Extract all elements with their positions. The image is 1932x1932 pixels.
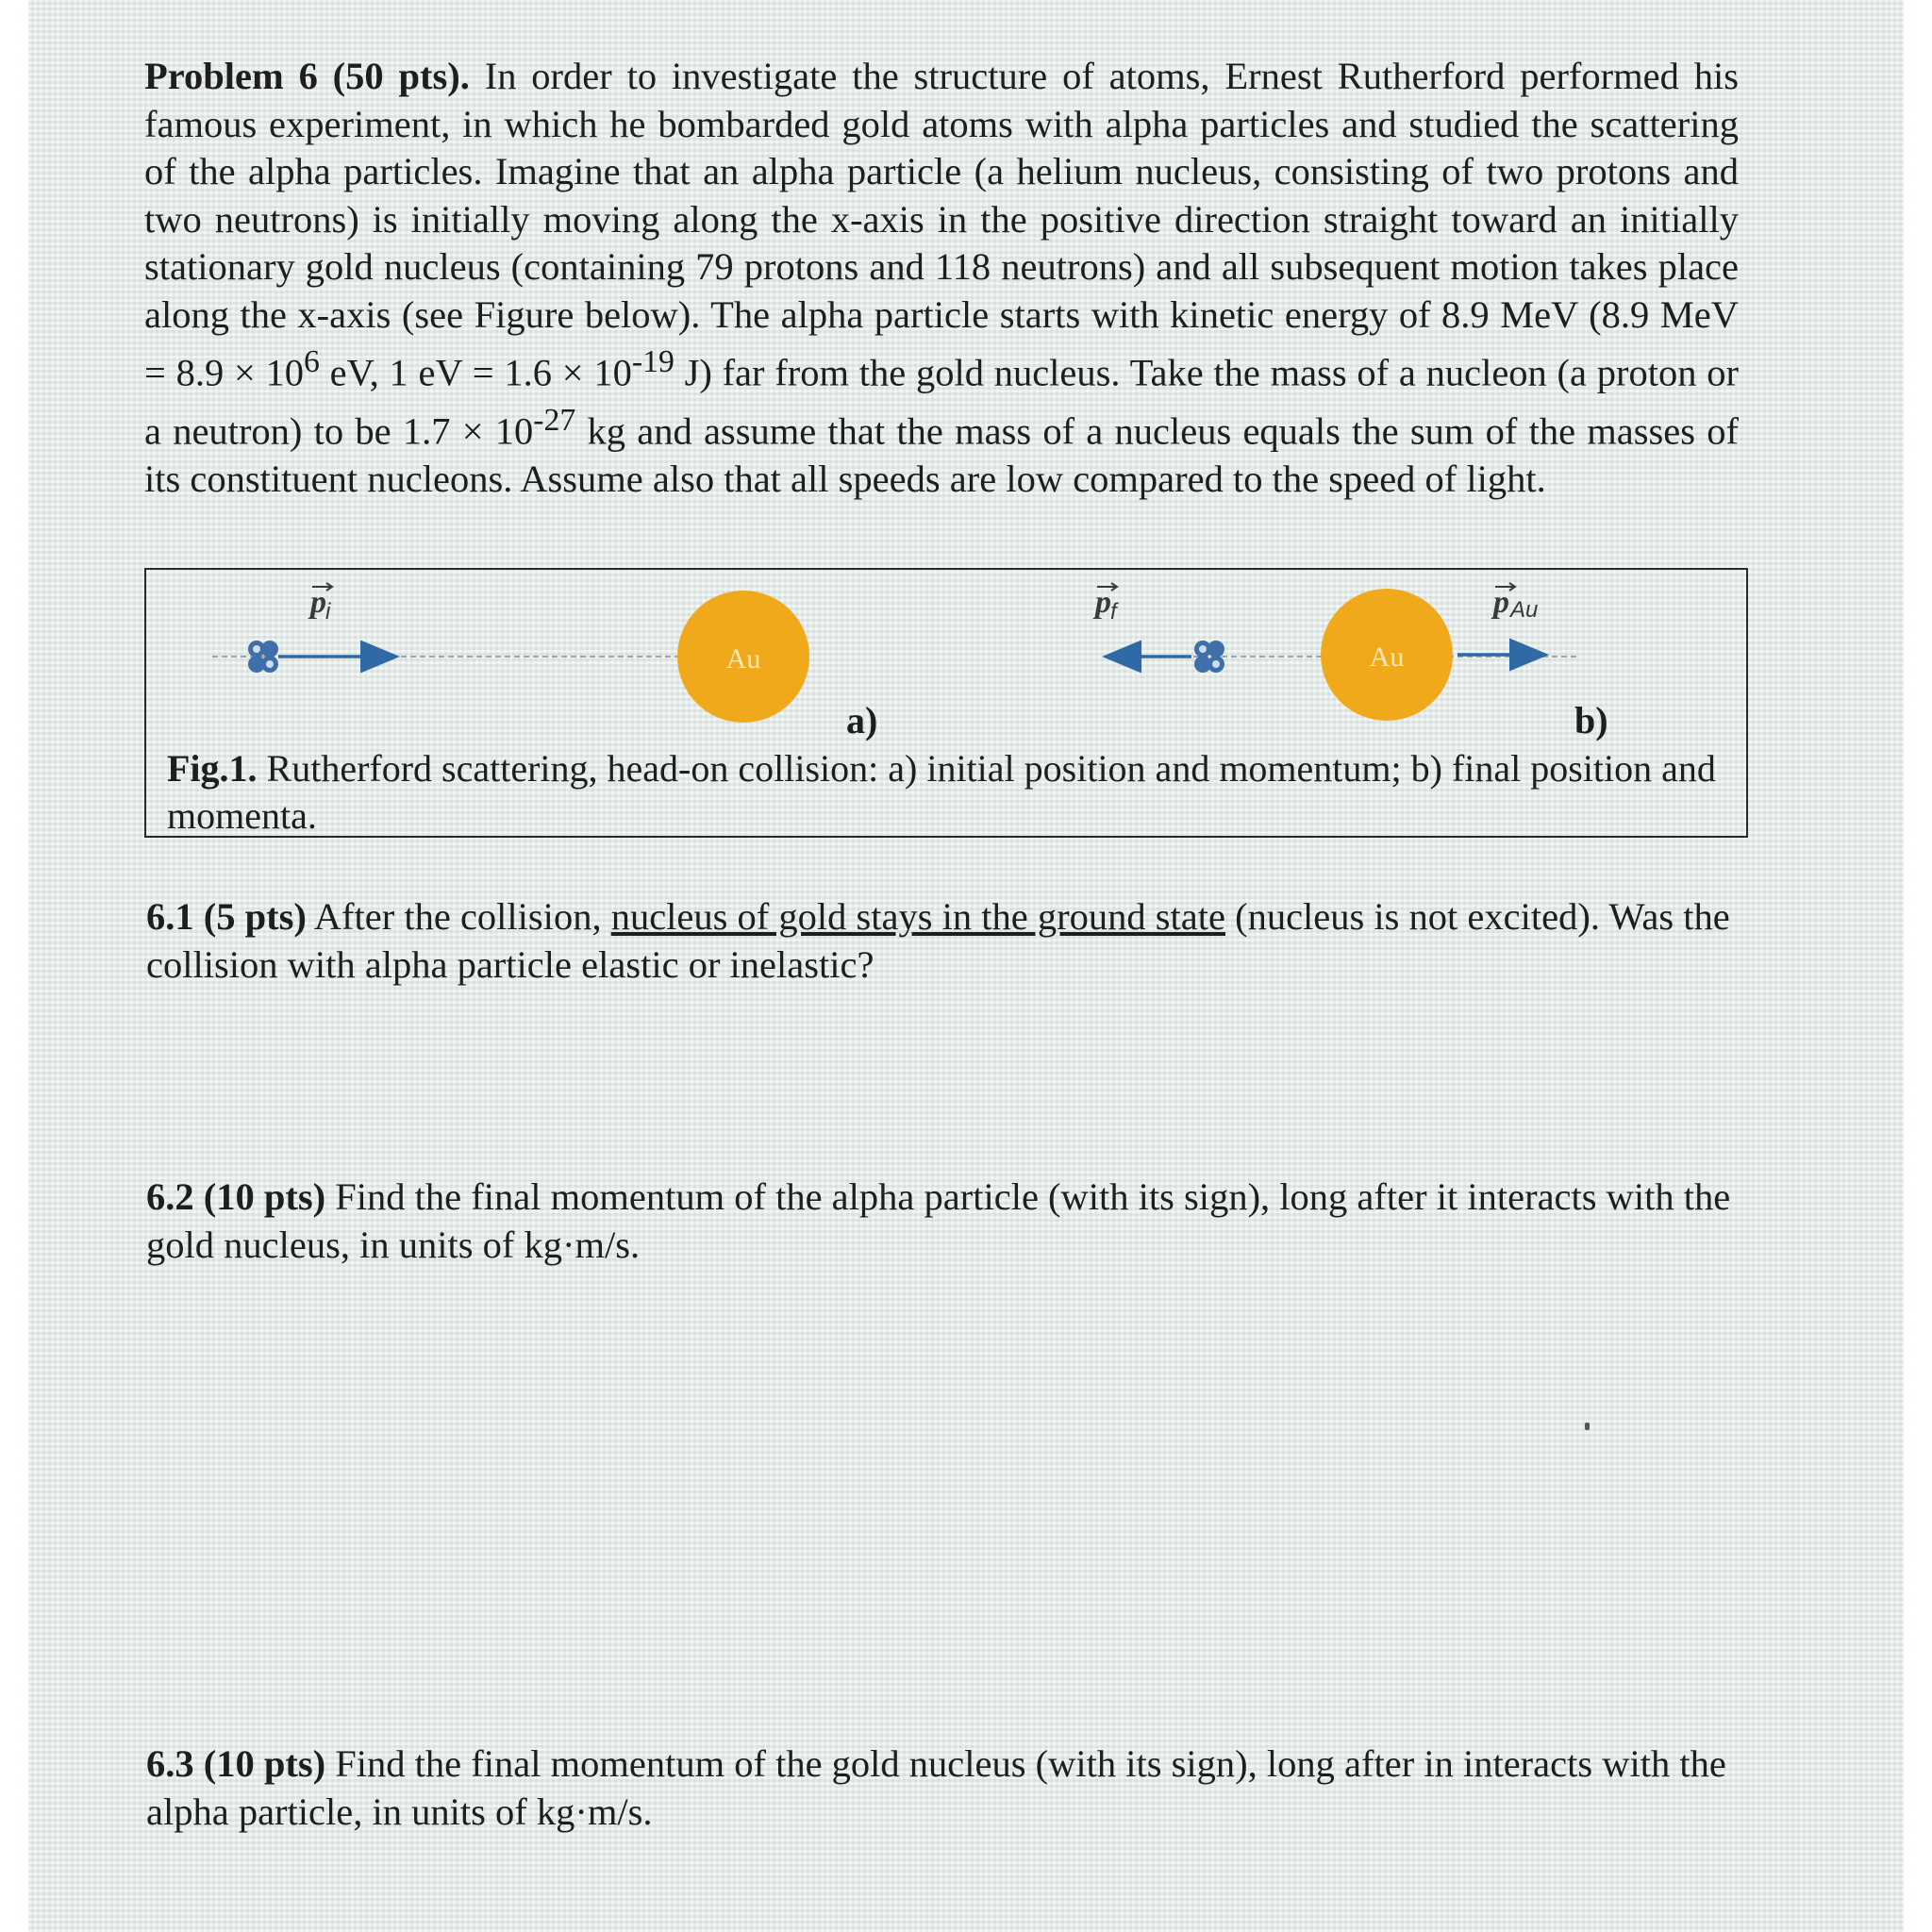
part-b-label: b) [1574, 699, 1608, 741]
gold-nucleus-a [677, 591, 809, 723]
question-6-1 [146, 892, 1750, 989]
exponent-1: 6 [304, 344, 320, 379]
problem-intro-part-1: In order to investigate the structure of atoms, Ernest Rutherford performed his famous experiment, in which he bombarded gold atoms with alpha particles and studied the scattering of the alpha particles. Imagine that an alpha particle (a helium nucleus, consisting of two protons and two neutrons) is initially moving along the x-axis in the positive direction straight toward an initially stationary gold nucleus (containing 79 protons and 118 neutrons) and all subsequent motion takes place along the x-axis (see Figure below). The alpha particle starts with kinetic energy of 8.9 MeV (8.9 MeV = 8.9 × 10 [144, 55, 1739, 394]
svg-text:Au: Au [1510, 597, 1539, 623]
pencil-mark [1585, 1423, 1590, 1430]
question-6-1-underlined: nucleus of gold stays in the ground state [610, 895, 1225, 938]
question-6-1-text-before: After the collision, [306, 895, 611, 938]
exponent-2: -19 [631, 344, 675, 379]
problem-intro-part-2: eV, 1 eV = 1.6 × 10 [319, 351, 632, 394]
problem-intro-part-4: kg and assume that the mass of a nucleus equals the sum of the masses of its constituent nucleons. Assume also that all speeds are low compared to the speed of light. [144, 409, 1740, 500]
question-6-2-text: Find the final momentum of the alpha particle (with its sign), long after it interacts with the gold nucleus, in units of kg·m/s. [146, 1175, 1731, 1266]
problem-statement [144, 53, 1739, 504]
svg-text:f: f [1110, 599, 1117, 625]
caption-text: Rutherford scattering, head-on collision: a) initial position and momentum; b) final position and momenta. [167, 747, 1716, 837]
part-a-label: a) [846, 699, 878, 741]
exponent-3: -27 [533, 403, 576, 438]
svg-text:Au: Au [1369, 641, 1405, 673]
question-6-3-label: 6.3 (10 pts) [146, 1742, 326, 1785]
question-6-2-label: 6.2 (10 pts) [146, 1175, 326, 1218]
question-6-1-text-after: (nucleus is not excited). Was the collision with alpha particle elastic or inelastic? [146, 895, 1730, 986]
question-6-2 [146, 1173, 1750, 1269]
svg-text:p: p [1095, 585, 1111, 620]
figure-caption [167, 745, 1724, 840]
figure-box [144, 568, 1748, 838]
p-au-label [1491, 583, 1538, 623]
problem-intro-part-3: J) far from the gold nucleus. Take the mass of a nucleon (a proton or a neutron) to be 1.7 × 10 [144, 351, 1739, 453]
problem-heading: Problem 6 (50 pts). [144, 55, 470, 97]
question-6-3-text: Find the final momentum of the gold nucleus (with its sign), long after in interacts with the alpha particle, in units of kg·m/s. [146, 1742, 1726, 1833]
question-6-1-label: 6.1 (5 pts) [146, 895, 307, 938]
svg-text:i: i [325, 599, 331, 625]
question-6-3 [146, 1740, 1750, 1836]
p-i-label [308, 583, 332, 625]
gold-nucleus-b [1321, 589, 1453, 721]
svg-text:p: p [1493, 585, 1509, 620]
svg-text:p: p [310, 585, 326, 620]
svg-text:Au: Au [725, 643, 761, 675]
caption-label: Fig.1. [167, 747, 258, 790]
p-f-label [1092, 583, 1119, 625]
